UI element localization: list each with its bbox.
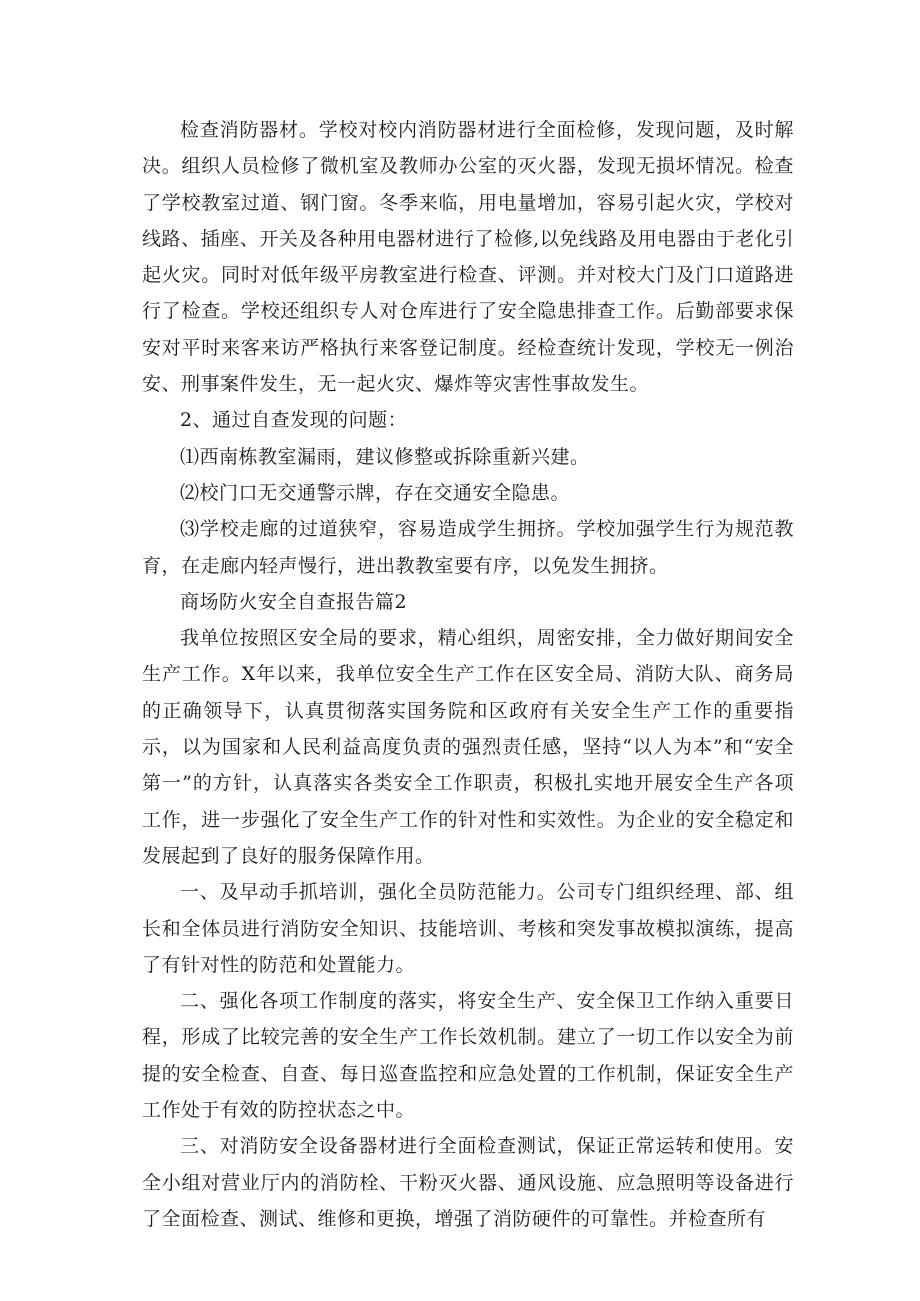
document-body bbox=[142, 112, 794, 1237]
report-title-part-2: 商场防火安全自查报告篇2 bbox=[180, 590, 408, 613]
list-item-problem-2: ⑵校门口无交通警示牌，存在交通安全隐患。 bbox=[180, 481, 571, 504]
section-heading-problems: 2、通过自查发现的问题： bbox=[180, 409, 408, 432]
paragraph-system: 二、强化各项工作制度的落实，将安全生产、安全保卫工作纳入重要日程，形成了比较完善的安全生产工作长效机制。建立了一切工作以安全为前提的安全检查、自查、每日巡查监控和应急处置的工作机制，保证安全生产工作处于有效的防控状态之中。 bbox=[142, 990, 794, 1122]
paragraph-intro: 我单位按照区安全局的要求，精心组织，周密安排，全力做好期间安全生产工作。X年以来，我单位安全生产工作在区安全局、消防大队、商务局的正确领导下，认真贯彻落实国务院和区政府有关安全生产工作的重要指示，以为国家和人民利益高度负责的强烈责任感，坚持“以人为本”和“安全第一”的方针，认真落实各类安全工作职责，积极扎实地开展安全生产各项工作，进一步强化了安全生产工作的针对性和实效性。为企业的安全稳定和发展起到了良好的服务保障作用。 bbox=[142, 627, 794, 867]
list-item-problem-3: ⑶学校走廊的过道狭窄，容易造成学生拥挤。学校加强学生行为规范教育，在走廊内轻声慢行，进出教教室要有序，以免发生拥挤。 bbox=[142, 518, 794, 577]
paragraph-training: 一、及早动手抓培训，强化全员防范能力。公司专门组织经理、部、组长和全体员进行消防安全知识、技能培训、考核和突发事故模拟演练，提高了有针对性的防范和处置能力。 bbox=[142, 881, 794, 976]
paragraph-equipment-testing: 三、对消防安全设备器材进行全面检查测试，保证正常运转和使用。安全小组对营业厅内的消防栓、干粉灭火器、通风设施、应急照明等设备进行了全面检查、测试、维修和更换，增强了消防硬件的可靠性。并检查所有 bbox=[142, 1135, 794, 1230]
list-item-problem-1: ⑴西南栋教室漏雨，建议修整或拆除重新兴建。 bbox=[180, 445, 590, 468]
paragraph-fire-equipment-check: 检查消防器材。学校对校内消防器材进行全面检修，发现问题，及时解决。组织人员检修了微机室及教师办公室的灭火器，发现无损坏情况。检查了学校教室过道、钢门窗。冬季来临，用电量增加，容易引起火灾，学校对线路、插座、开关及各种用电器材进行了检修,以免线路及用电器由于老化引起火灾。同时对低年级平房教室进行检查、评测。并对校大门及门口道路进行了检查。学校还组织专人对仓库进行了安全隐患排查工作。后勤部要求保安对平时来客来访严格执行来客登记制度。经检查统计发现，学校无一例治安、刑事案件发生，无一起火灾、爆炸等灾害性事故发生。 bbox=[142, 119, 794, 396]
